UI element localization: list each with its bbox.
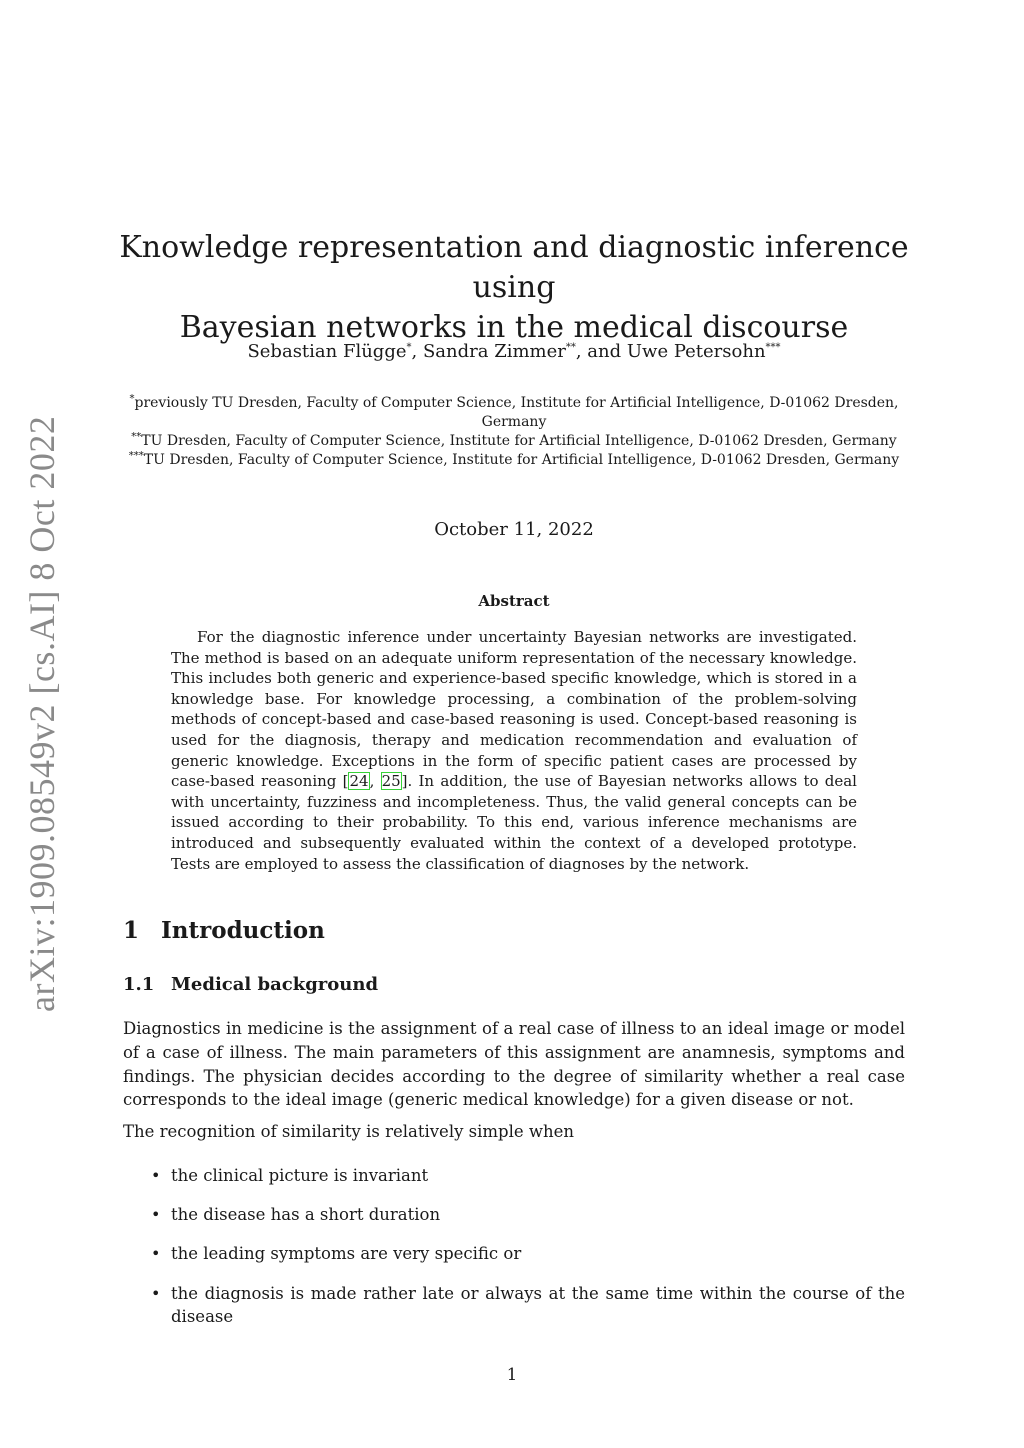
bullet-icon: •: [151, 1166, 161, 1185]
author-mark: *: [406, 342, 412, 353]
author-list: [100, 340, 928, 364]
list-item-text: the diagnosis is made rather late or always at the same time within the course of the disease: [171, 1283, 905, 1327]
author-separator: , and: [575, 341, 627, 362]
bullet-icon: •: [151, 1244, 161, 1264]
affiliation-text: previously TU Dresden, Faculty of Computer Science, Institute for Artificial Intelligence, D-01062 Dresden,: [134, 395, 899, 411]
body-paragraph: The recognition of similarity is relatively simple when: [123, 1122, 575, 1141]
list-item-text: the clinical picture is invariant: [171, 1166, 429, 1185]
affiliation-mark: *: [129, 393, 135, 405]
author-name: Sandra Zimmer: [422, 341, 566, 362]
bullet-icon: •: [151, 1283, 161, 1303]
citation-link[interactable]: 25: [381, 772, 401, 791]
subsection-title: Medical background: [171, 974, 379, 995]
list-item: [123, 1242, 905, 1266]
citation-link[interactable]: 24: [349, 772, 369, 791]
paper-title: [100, 228, 928, 348]
abstract-body-cont: ]. In addition, the use of Bayesian networks allows to deal with uncertainty, fuzziness and incompleteness. Thus, the valid general concepts can be issued according to their probability. To this end, various inference mechanisms are introduced and subsequently evaluated within the context of a developed prototype. Tests are employed to assess the classification of diagnoses by the network.: [171, 772, 857, 873]
affiliation-text: TU Dresden, Faculty of Computer Science, Institute for Artificial Intelligence, D-01062 Dresden, Germany: [143, 452, 900, 468]
subsection-number: 1.1: [123, 974, 155, 995]
list-item: [123, 1203, 905, 1227]
section-number: 1: [123, 917, 140, 944]
affiliations: [120, 394, 908, 470]
bullet-list: [123, 1164, 905, 1345]
arxiv-identifier: arXiv:1909.08549v2 [cs.AI] 8 Oct 2022: [22, 415, 62, 1012]
affiliation-mark: ***: [128, 450, 144, 462]
author-mark: ***: [765, 342, 781, 353]
author-name: Sebastian Flügge: [247, 341, 407, 362]
author-separator: ,: [411, 341, 423, 362]
page-number: 1: [506, 1365, 518, 1384]
list-item-text: the leading symptoms are very specific or: [171, 1244, 522, 1264]
abstract-body: For the diagnostic inference under uncertainty Bayesian networks are investigated. The method is based on an adequate uniform representation of the necessary knowledge. This includes both generic and experience-based specific knowledge, which is stored in a knowledge base. For knowledge processing, a combination of the problem-solving methods of concept-based and case-based reasoning is used. Concept-based reasoning is used for the diagnosis, therapy and medication recommendation and evaluation of generic knowledge. Exceptions in the form of specific patient cases are processed by case-based reasoning [: [171, 628, 857, 791]
abstract-heading: Abstract: [478, 592, 550, 610]
affiliation: [120, 394, 908, 432]
subsection-heading: [123, 972, 378, 998]
body-paragraph: Diagnostics in medicine is the assignment of a real case of illness to an ideal image or model of a case of illness. The main parameters of this assignment are anamnesis, symptoms and findings. The physician decides according to the degree of similarity whether a real case corresponds to the ideal image (generic medical knowledge) for a given disease or not.: [123, 1019, 905, 1110]
bullet-icon: •: [151, 1205, 161, 1225]
citation-separator: ,: [369, 772, 381, 791]
affiliation: [120, 451, 908, 470]
section-heading: [123, 915, 325, 947]
abstract-text: [171, 627, 857, 874]
list-item: [123, 1164, 905, 1188]
list-item-text: the disease has a short duration: [171, 1205, 441, 1225]
publication-date: October 11, 2022: [434, 519, 594, 540]
author-name: Uwe Petersohn: [626, 341, 766, 362]
list-item: [123, 1282, 905, 1330]
title-line-2: Bayesian networks in the medical discourse: [179, 310, 849, 345]
affiliation: [120, 432, 908, 451]
section-title: Introduction: [161, 917, 325, 944]
affiliation-mark: **: [131, 431, 142, 443]
author-mark: **: [565, 342, 576, 353]
title-line-1: Knowledge representation and diagnostic inference using: [119, 230, 909, 305]
affiliation-text-cont: Germany: [481, 414, 547, 430]
affiliation-text: TU Dresden, Faculty of Computer Science, Institute for Artificial Intelligence, D-01062 Dresden, Germany: [141, 433, 897, 449]
